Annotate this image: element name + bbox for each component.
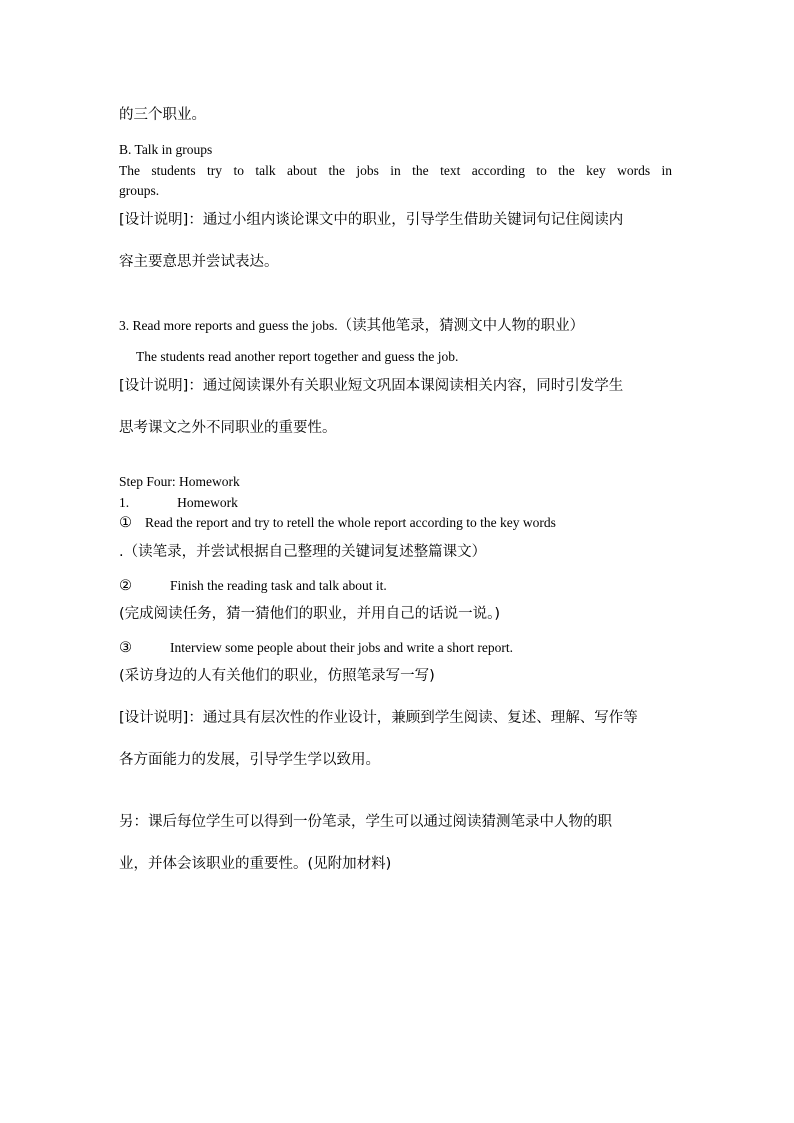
homework-item-2 <box>119 578 387 594</box>
item-3-translation: (采访身边的人有关他们的职业，仿照笔录写一写) <box>119 668 435 684</box>
design-note-3-line-1: [设计说明]：通过具有层次性的作业设计，兼顾到学生阅读、复述、理解、写作等 <box>119 710 638 726</box>
item-1-translation: .（读笔录，并尝试根据自己整理的关键词复述整篇课文） <box>119 544 487 560</box>
homework-heading <box>119 496 238 510</box>
step-four-heading: Step Four: Homework <box>119 474 240 489</box>
talk-groups-text-line-2: groups. <box>119 183 160 198</box>
step-3-heading <box>119 318 584 334</box>
subheading-talk-in-groups: B. Talk in groups <box>119 142 213 157</box>
design-note-1-line-1: [设计说明]：通过小组内谈论课文中的职业，引导学生借助关键词句记住阅读内 <box>119 212 624 228</box>
homework-item-1 <box>119 515 556 531</box>
homework-number: 1. <box>119 495 130 510</box>
design-note-2-line-2: 思考课文之外不同职业的重要性。 <box>119 420 337 436</box>
homework-item-3 <box>119 640 513 656</box>
design-note-3-line-2: 各方面能力的发展，引导学生学以致用。 <box>119 752 380 768</box>
design-note-1-line-2: 容主要意思并尝试表达。 <box>119 254 279 270</box>
item-3-marker: ③ <box>119 640 132 656</box>
design-note-2-line-1: [设计说明]：通过阅读课外有关职业短文巩固本课阅读相关内容，同时引发学生 <box>119 378 624 394</box>
item-2-marker: ② <box>119 578 132 594</box>
step-3-heading-en: 3. Read more reports and guess the jobs. <box>119 318 338 333</box>
step-3-text: The students read another report together and guess the job. <box>136 349 459 364</box>
additional-note-line-2: 业，并体会该职业的重要性。(见附加材料) <box>119 856 392 872</box>
item-2-translation: (完成阅读任务，猜一猜他们的职业，并用自己的话说一说。) <box>119 606 501 622</box>
step-3-heading-zh: （读其他笔录，猜测文中人物的职业） <box>337 318 585 334</box>
homework-label: Homework <box>177 495 238 510</box>
additional-note-line-1: 另：课后每位学生可以得到一份笔录，学生可以通过阅读猜测笔录中人物的职 <box>119 814 612 830</box>
talk-groups-text-line-1: The students try to talk about the jobs in the text according to the key words in <box>119 163 672 178</box>
paragraph-continuation: 的三个职业。 <box>119 107 206 123</box>
item-1-marker: ① <box>119 515 132 531</box>
item-1-text: Read the report and try to retell the whole report according to the key words <box>145 515 556 530</box>
item-2-text: Finish the reading task and talk about it. <box>170 578 387 593</box>
item-3-text: Interview some people about their jobs and write a short report. <box>170 640 514 655</box>
